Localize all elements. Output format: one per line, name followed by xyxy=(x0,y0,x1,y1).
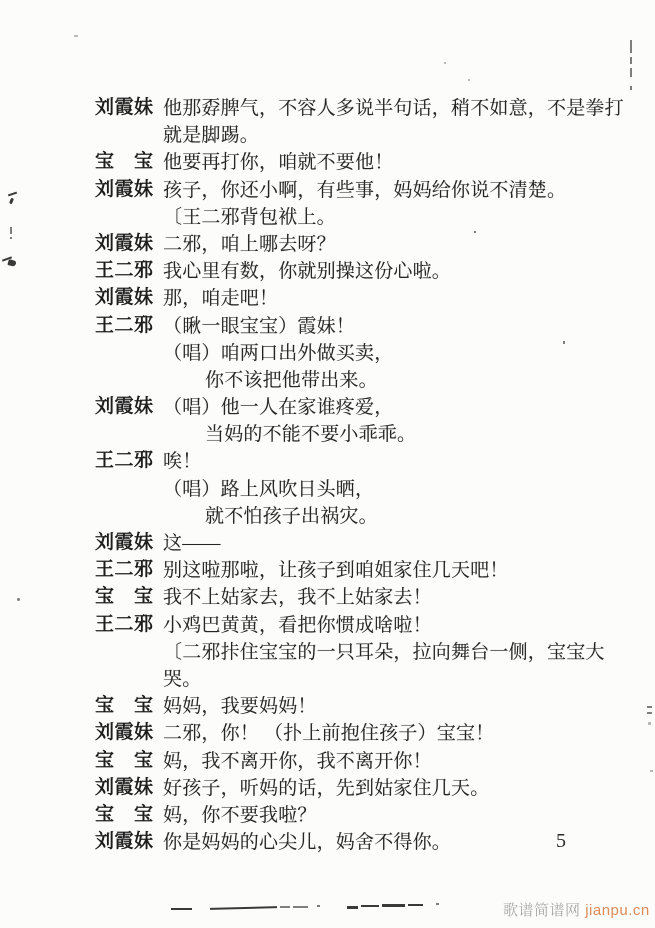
scan-artifact xyxy=(408,904,423,906)
line-text: 别这啦那啦，让孩子到咱姐家住几天吧！ xyxy=(163,560,509,582)
speaker-name: 刘霞妹 xyxy=(95,532,154,553)
watermark xyxy=(503,899,650,920)
script-line xyxy=(95,450,581,477)
speaker-name: 刘霞妹 xyxy=(95,776,154,798)
speaker-name: 王二邪 xyxy=(95,314,154,336)
speaker-name: 王二邪 xyxy=(95,450,154,472)
speaker-name: 王二邪 xyxy=(95,613,154,635)
line-text: 哭。 xyxy=(163,668,202,690)
scan-artifact xyxy=(10,227,12,234)
script-line xyxy=(95,668,581,695)
scan-artifact xyxy=(8,192,17,197)
line-text: 妈妈，我要妈妈！ xyxy=(163,696,317,718)
scan-artifact xyxy=(361,905,379,907)
line-text: （唱）他一人在家谁疼爱， xyxy=(163,397,394,419)
script-line xyxy=(95,151,581,178)
scan-artifact xyxy=(17,598,20,601)
script-line xyxy=(95,750,581,777)
script-line xyxy=(95,315,581,342)
speaker-name: 刘霞妹 xyxy=(95,97,154,118)
scan-artifact xyxy=(474,231,476,233)
line-text: （唱）路上风吹日头晒， xyxy=(163,478,375,500)
scan-artifact xyxy=(347,906,358,909)
line-text: 他要再打你，咱就不要他！ xyxy=(163,152,394,174)
line-text: 唉！ xyxy=(163,451,202,473)
scan-artifact xyxy=(650,770,653,772)
line-text: 当妈的不能不要小乖乖。 xyxy=(205,424,417,446)
line-text: 我心里有数，你就别操这份心啦。 xyxy=(163,261,452,283)
script-line xyxy=(95,722,581,749)
speaker-name: 刘霞妹 xyxy=(95,178,154,200)
script-line xyxy=(95,478,581,505)
script-line xyxy=(95,179,581,206)
line-text: 〔王二邪背包袱上。 xyxy=(163,206,336,228)
speaker-name: 刘霞妹 xyxy=(95,722,154,744)
line-text: 妈，你不要我啦？ xyxy=(163,804,317,826)
speaker-name: 王二邪 xyxy=(95,260,154,282)
line-text: 就不怕孩子出祸灾。 xyxy=(205,505,378,527)
scan-artifact xyxy=(563,341,565,344)
scan-artifact xyxy=(630,86,632,90)
line-text: 二邪，咱上哪去呀？ xyxy=(163,233,336,255)
line-text: 小鸡巴黄黄，看把你惯成啥啦！ xyxy=(163,614,432,636)
scan-artifact xyxy=(630,57,632,64)
speaker-name: 刘霞妹 xyxy=(95,831,154,853)
scan-artifact xyxy=(444,62,446,64)
scan-artifact xyxy=(171,908,192,910)
scan-artifact xyxy=(9,198,14,205)
script-line xyxy=(95,287,581,314)
script-line xyxy=(95,423,581,450)
line-text: 好孩子，听妈的话，先到姑家住几天。 xyxy=(163,777,490,799)
script-line xyxy=(95,97,624,124)
scan-artifact xyxy=(436,903,439,905)
script-line xyxy=(95,396,581,423)
line-text: 我不上姑家去，我不上姑家去！ xyxy=(163,587,432,609)
scan-artifact xyxy=(210,906,277,910)
scan-artifact xyxy=(647,712,652,714)
line-text: 二邪，你！ （扑上前抱住孩子）宝宝！ xyxy=(163,723,495,745)
line-text: （瞅一眼宝宝）霞妹！ xyxy=(163,315,356,337)
line-text: 这—— xyxy=(163,533,221,554)
scan-artifact xyxy=(10,237,12,239)
speaker-name: 刘霞妹 xyxy=(95,396,154,418)
script-line xyxy=(95,614,581,641)
page-number: 5 xyxy=(556,830,566,852)
scan-artifact xyxy=(630,40,632,53)
scan-artifact xyxy=(647,706,652,708)
scan-artifact xyxy=(630,68,632,77)
script-line xyxy=(95,124,581,151)
script-line xyxy=(95,260,581,287)
script-line xyxy=(95,206,581,233)
script-line xyxy=(95,233,581,260)
scan-artifact xyxy=(7,259,16,267)
speaker-name: 王二邪 xyxy=(95,559,154,581)
line-text: 孩子，你还小啊，有些事，妈妈给你说不清楚。 xyxy=(163,179,567,201)
line-text: 就是脚踢。 xyxy=(163,125,260,147)
script-line xyxy=(95,505,581,532)
line-text: 你不该把他带出来。 xyxy=(205,369,378,391)
script-line xyxy=(95,342,581,369)
line-text: （唱）咱两口出外做买卖， xyxy=(163,342,394,364)
script-line xyxy=(95,695,581,722)
speaker-name: 宝 宝 xyxy=(95,151,154,173)
script-line xyxy=(95,559,581,586)
scan-artifact xyxy=(382,904,405,907)
scan-artifact xyxy=(317,905,320,907)
script-line xyxy=(95,804,581,831)
watermark-site-name: 歌谱简谱网 xyxy=(503,902,581,919)
watermark-site-url: jianpu.cn xyxy=(585,902,650,919)
script-line xyxy=(95,831,581,858)
scan-artifact xyxy=(468,79,470,81)
speaker-name: 宝 宝 xyxy=(95,749,154,771)
line-text: 那，咱走吧！ xyxy=(163,288,279,310)
line-text: 妈，我不离开你，我不离开你！ xyxy=(163,750,432,772)
line-text: 他那孬脾气，不容人多说半句话，稍不如意，不是拳打 xyxy=(163,98,624,119)
speaker-name: 刘霞妹 xyxy=(95,287,154,309)
script-line xyxy=(95,641,605,668)
speaker-name: 宝 宝 xyxy=(95,586,154,608)
script-line xyxy=(95,369,581,396)
line-text: 〔二邪拤住宝宝的一只耳朵，拉向舞台一侧，宝宝大 xyxy=(163,641,605,663)
scan-artifact xyxy=(648,722,651,725)
script-line xyxy=(95,777,581,804)
speaker-name: 刘霞妹 xyxy=(95,232,154,254)
scan-artifact xyxy=(293,906,308,908)
script-line xyxy=(95,532,581,559)
script-line xyxy=(95,586,581,613)
speaker-name: 宝 宝 xyxy=(95,695,154,717)
script-lines xyxy=(95,97,624,858)
speaker-name: 宝 宝 xyxy=(95,803,154,825)
scan-artifact xyxy=(280,906,290,908)
line-text: 你是妈妈的心尖儿，妈舍不得你。 xyxy=(163,832,452,854)
scan-artifact xyxy=(74,35,78,37)
